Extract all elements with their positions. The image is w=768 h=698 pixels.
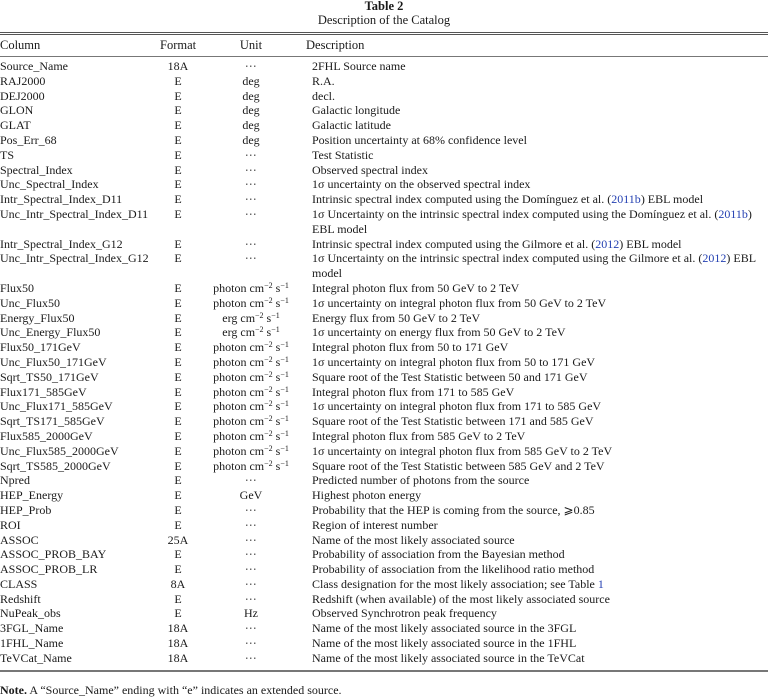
ellipsis-placeholder: ⋯ <box>244 532 258 547</box>
cell-column-name: Flux50_171GeV <box>0 340 81 355</box>
cell-unit <box>196 488 306 503</box>
cell-column-name: Unc_Energy_Flux50 <box>0 325 101 340</box>
table-row <box>0 281 768 296</box>
table-header-row <box>0 35 768 57</box>
ellipsis-placeholder: ⋯ <box>244 147 258 162</box>
cell-unit <box>196 385 306 400</box>
cell-description: 1σ uncertainty on integral photon flux from 50 GeV to 2 TeV <box>312 295 607 310</box>
ellipsis-placeholder: ⋯ <box>244 502 258 517</box>
cell-description: Name of the most likely associated source in the TeVCat <box>312 650 585 665</box>
cell-column-name: Source_Name <box>0 59 68 73</box>
cell-format: E <box>174 295 182 310</box>
unit-text: deg <box>242 132 260 147</box>
cell-format: E <box>174 251 182 266</box>
unit-exponent: −2 <box>264 428 273 438</box>
unit-text: deg <box>242 118 260 133</box>
unit-base: photon cm <box>213 458 265 473</box>
table-row <box>0 74 768 89</box>
unit-mid: s <box>272 369 281 384</box>
table-row <box>0 385 768 400</box>
cell-description: 1σ uncertainty on integral photon flux from 171 to 585 GeV <box>312 399 602 414</box>
unit-mid: s <box>263 325 272 340</box>
cell-description: Integral photon flux from 171 to 585 GeV <box>312 384 515 399</box>
cell-description <box>306 237 768 252</box>
cell-format: E <box>174 384 182 399</box>
cell-format: 18A <box>167 636 189 651</box>
cell-unit <box>196 148 306 163</box>
unit-exponent: −1 <box>280 354 289 364</box>
cell-unit <box>196 281 306 296</box>
cell-column-name: 1FHL_Name <box>0 636 64 651</box>
description-text: ) EBL model <box>312 251 756 281</box>
unit-base: erg cm <box>222 310 256 325</box>
cell-unit <box>196 207 306 237</box>
unit-base: photon cm <box>213 369 265 384</box>
unit-exponent: −2 <box>264 414 273 424</box>
cell-format: E <box>174 606 182 621</box>
cell-format: E <box>174 369 182 384</box>
table-row <box>0 488 768 503</box>
cell-description: Square root of the Test Statistic between 171 and 585 GeV <box>312 414 594 429</box>
cell-format: E <box>174 132 182 147</box>
unit-text: GeV <box>239 488 263 503</box>
cell-column-name: TS <box>0 147 15 162</box>
cell-description: 1σ uncertainty on energy flux from 50 GeV to 2 TeV <box>312 325 566 340</box>
cell-format: E <box>174 517 182 532</box>
table-note <box>0 683 768 698</box>
table-row <box>0 325 768 340</box>
unit-exponent: −1 <box>280 280 289 290</box>
unit-exponent: −2 <box>264 280 273 290</box>
cell-description: Observed Synchrotron peak frequency <box>312 606 497 621</box>
cell-column-name: TeVCat_Name <box>0 650 72 665</box>
cell-format: E <box>174 73 182 88</box>
unit-base: photon cm <box>213 295 265 310</box>
cell-format: 8A <box>170 576 186 591</box>
ellipsis-placeholder: ⋯ <box>244 59 258 73</box>
cell-column-name: Spectral_Index <box>0 162 73 177</box>
cell-description <box>306 207 768 237</box>
unit-mid: s <box>272 384 281 399</box>
cell-unit <box>196 444 306 459</box>
cell-column-name: ROI <box>0 517 21 532</box>
catalog-table <box>0 35 768 666</box>
unit-exponent: −1 <box>271 310 280 320</box>
unit-exponent: −2 <box>255 325 264 335</box>
ellipsis-placeholder: ⋯ <box>244 206 258 221</box>
cell-description: Galactic latitude <box>312 118 391 133</box>
unit-exponent: −2 <box>264 399 273 409</box>
unit-base: erg cm <box>222 325 256 340</box>
unit-exponent: −2 <box>255 310 264 320</box>
unit-base: photon cm <box>213 354 265 369</box>
table-row <box>0 118 768 133</box>
ellipsis-placeholder: ⋯ <box>244 251 258 266</box>
cell-description: Name of the most likely associated source in the 1FHL <box>312 636 577 651</box>
cell-description <box>306 577 768 592</box>
citation-link[interactable]: 2011b <box>611 192 641 207</box>
table-row <box>0 251 768 281</box>
unit-exponent: −2 <box>264 340 273 350</box>
note-text: A “Source_Name” ending with “e” indicates an extended source. <box>27 682 342 697</box>
cell-unit <box>196 562 306 577</box>
cell-description: Integral photon flux from 585 GeV to 2 TeV <box>312 428 526 443</box>
cell-unit <box>196 133 306 148</box>
table-row <box>0 577 768 592</box>
unit-mid: s <box>272 443 281 458</box>
cell-format: E <box>174 118 182 133</box>
cell-column-name: Intr_Spectral_Index_G12 <box>0 236 123 251</box>
cell-description: Highest photon energy <box>312 488 422 503</box>
unit-base: photon cm <box>213 280 265 295</box>
cell-description: Galactic longitude <box>312 103 401 118</box>
cell-description: Energy flux from 50 GeV to 2 TeV <box>312 310 481 325</box>
cell-format: 18A <box>167 59 189 73</box>
unit-exponent: −2 <box>264 384 273 394</box>
unit-text: deg <box>242 73 260 88</box>
cell-description: Name of the most likely associated source in the 3FGL <box>312 621 577 636</box>
header-format: Format <box>160 38 196 52</box>
cell-description: 1σ uncertainty on the observed spectral index <box>312 177 531 192</box>
cell-column-name: GLON <box>0 103 34 118</box>
table-row <box>0 518 768 533</box>
citation-link[interactable]: 1 <box>597 576 604 591</box>
cell-description: Predicted number of photons from the source <box>312 473 530 488</box>
header-column: Column <box>0 38 41 52</box>
table-row <box>0 399 768 414</box>
cell-unit <box>196 547 306 562</box>
cell-description: Square root of the Test Statistic between 585 GeV and 2 TeV <box>312 458 605 473</box>
cell-format: 18A <box>167 650 189 665</box>
cell-column-name: RAJ2000 <box>0 73 46 88</box>
unit-exponent: −1 <box>271 325 280 335</box>
unit-exponent: −2 <box>264 295 273 305</box>
cell-description: Test Statistic <box>312 147 374 162</box>
cell-description: decl. <box>312 88 335 103</box>
table-row <box>0 444 768 459</box>
description-text: Intrinsic spectral index computed using the Gilmore et al. ( <box>312 236 596 251</box>
cell-column-name: GLAT <box>0 118 31 133</box>
ellipsis-placeholder: ⋯ <box>244 591 258 606</box>
cell-format: E <box>174 280 182 295</box>
cell-format: 25A <box>167 532 189 547</box>
bottom-rule <box>0 670 768 672</box>
cell-description: R.A. <box>312 73 335 88</box>
ellipsis-placeholder: ⋯ <box>244 562 258 577</box>
unit-exponent: −2 <box>264 354 273 364</box>
ellipsis-placeholder: ⋯ <box>244 473 258 488</box>
cell-unit <box>196 311 306 326</box>
cell-format: E <box>174 192 182 207</box>
cell-column-name: ASSOC_PROB_BAY <box>0 547 107 562</box>
table-row <box>0 340 768 355</box>
ellipsis-placeholder: ⋯ <box>244 547 258 562</box>
cell-format: E <box>174 428 182 443</box>
cell-description: Probability of association from the Bayesian method <box>312 547 565 562</box>
cell-column-name: Unc_Flux585_2000GeV <box>0 443 119 458</box>
table-row <box>0 133 768 148</box>
unit-base: photon cm <box>213 428 265 443</box>
cell-unit <box>196 370 306 385</box>
cell-column-name: Unc_Intr_Spectral_Index_D11 <box>0 206 149 221</box>
unit-exponent: −1 <box>280 340 289 350</box>
table-row <box>0 57 768 74</box>
table-row <box>0 296 768 311</box>
ellipsis-placeholder: ⋯ <box>244 636 258 651</box>
cell-description: Probability of association from the likelihood ratio method <box>312 562 595 577</box>
cell-format: E <box>174 488 182 503</box>
table-row <box>0 148 768 163</box>
unit-base: photon cm <box>213 384 265 399</box>
ellipsis-placeholder: ⋯ <box>244 162 258 177</box>
cell-unit <box>196 429 306 444</box>
table-row <box>0 547 768 562</box>
cell-format: E <box>174 340 182 355</box>
cell-column-name: HEP_Energy <box>0 488 64 503</box>
unit-text: deg <box>242 103 260 118</box>
table-row <box>0 89 768 104</box>
cell-column-name: Unc_Spectral_Index <box>0 177 99 192</box>
cell-column-name: Unc_Flux50_171GeV <box>0 354 107 369</box>
cell-unit <box>196 118 306 133</box>
cell-format: E <box>174 206 182 221</box>
cell-unit <box>196 192 306 207</box>
table-row <box>0 429 768 444</box>
table-row <box>0 459 768 474</box>
description-text: ) EBL model <box>312 206 752 236</box>
cell-description: Redshift (when available) of the most likely associated source <box>312 591 610 606</box>
citation-link[interactable]: 2011b <box>718 206 748 221</box>
table-row <box>0 621 768 636</box>
table-row <box>0 636 768 651</box>
cell-column-name: CLASS <box>0 576 38 591</box>
unit-text: Hz <box>244 606 258 621</box>
cell-column-name: Intr_Spectral_Index_D11 <box>0 192 123 207</box>
cell-format: E <box>174 354 182 369</box>
table-subtitle: Description of the Catalog <box>317 13 451 27</box>
citation-link[interactable]: 2012 <box>702 251 727 266</box>
unit-mid: s <box>272 428 281 443</box>
cell-unit <box>196 518 306 533</box>
unit-mid: s <box>272 280 281 295</box>
unit-exponent: −1 <box>280 384 289 394</box>
cell-unit <box>196 651 306 666</box>
table-row <box>0 207 768 237</box>
cell-unit <box>196 473 306 488</box>
cell-column-name: 3FGL_Name <box>0 621 64 636</box>
cell-column-name: ASSOC <box>0 532 39 547</box>
description-text: Intrinsic spectral index computed using the Domínguez et al. ( <box>312 192 612 207</box>
cell-format: E <box>174 236 182 251</box>
table-row <box>0 192 768 207</box>
table-row <box>0 533 768 548</box>
header-unit: Unit <box>239 38 263 52</box>
cell-unit <box>196 577 306 592</box>
unit-exponent: −2 <box>264 458 273 468</box>
table-row <box>0 562 768 577</box>
description-text: 1σ Uncertainty on the intrinsic spectral index computed using the Domínguez et al. ( <box>312 206 719 221</box>
ellipsis-placeholder: ⋯ <box>244 177 258 192</box>
cell-description: Integral photon flux from 50 to 171 GeV <box>312 340 509 355</box>
ellipsis-placeholder: ⋯ <box>244 236 258 251</box>
ellipsis-placeholder: ⋯ <box>244 650 258 665</box>
cell-column-name: Unc_Flux50 <box>0 295 60 310</box>
cell-unit <box>196 459 306 474</box>
cell-unit <box>196 340 306 355</box>
table-row <box>0 606 768 621</box>
table-row <box>0 414 768 429</box>
cell-description: 1σ uncertainty on integral photon flux from 585 GeV to 2 TeV <box>312 443 613 458</box>
cell-unit <box>196 355 306 370</box>
unit-mid: s <box>272 399 281 414</box>
unit-exponent: −1 <box>280 458 289 468</box>
cell-format: E <box>174 88 182 103</box>
cell-format: E <box>174 325 182 340</box>
cell-column-name: Sqrt_TS585_2000GeV <box>0 458 111 473</box>
cell-format: E <box>174 414 182 429</box>
description-text: Class designation for the most likely association; see Table <box>312 576 598 591</box>
header-description: Description <box>306 38 365 52</box>
table-row <box>0 311 768 326</box>
unit-exponent: −1 <box>280 295 289 305</box>
unit-base: photon cm <box>213 443 265 458</box>
cell-description: 2FHL Source name <box>312 59 406 73</box>
cell-description: Integral photon flux from 50 GeV to 2 TeV <box>312 280 520 295</box>
table-row <box>0 355 768 370</box>
table-row <box>0 237 768 252</box>
unit-base: photon cm <box>213 340 265 355</box>
unit-text: deg <box>242 88 260 103</box>
unit-mid: s <box>272 354 281 369</box>
cell-unit <box>196 163 306 178</box>
unit-exponent: −2 <box>264 369 273 379</box>
cell-column-name: Flux50 <box>0 280 35 295</box>
cell-description: Region of interest number <box>312 517 438 532</box>
description-text: ) EBL model <box>640 192 704 207</box>
unit-exponent: −1 <box>280 399 289 409</box>
unit-exponent: −1 <box>280 443 289 453</box>
cell-column-name: Pos_Err_68 <box>0 132 57 147</box>
cell-column-name: NuPeak_obs <box>0 606 61 621</box>
unit-base: photon cm <box>213 399 265 414</box>
cell-format: E <box>174 147 182 162</box>
cell-column-name: Sqrt_TS50_171GeV <box>0 369 99 384</box>
cell-unit <box>196 89 306 104</box>
ellipsis-placeholder: ⋯ <box>244 517 258 532</box>
cell-column-name: Flux585_2000GeV <box>0 428 93 443</box>
unit-mid: s <box>272 414 281 429</box>
cell-unit <box>196 399 306 414</box>
table-row <box>0 177 768 192</box>
cell-format: E <box>174 177 182 192</box>
cell-column-name: Flux171_585GeV <box>0 384 87 399</box>
ellipsis-placeholder: ⋯ <box>244 192 258 207</box>
cell-format: E <box>174 473 182 488</box>
cell-unit <box>196 636 306 651</box>
cell-unit <box>196 296 306 311</box>
cell-unit <box>196 177 306 192</box>
table-row <box>0 103 768 118</box>
cell-format: E <box>174 310 182 325</box>
cell-unit <box>196 606 306 621</box>
cell-format: E <box>174 458 182 473</box>
cell-unit <box>196 621 306 636</box>
cell-description: 1σ uncertainty on integral photon flux from 50 to 171 GeV <box>312 354 596 369</box>
cell-description <box>306 192 768 207</box>
table-title: Table 2 <box>364 0 404 13</box>
cell-format: 18A <box>167 621 189 636</box>
cell-unit <box>196 237 306 252</box>
cell-description: Square root of the Test Statistic between 50 and 171 GeV <box>312 369 588 384</box>
description-text: ) EBL model <box>619 236 682 251</box>
cell-format: E <box>174 443 182 458</box>
cell-column-name: Sqrt_TS171_585GeV <box>0 414 105 429</box>
cell-column-name: Npred <box>0 473 30 488</box>
unit-mid: s <box>263 310 272 325</box>
cell-description: Position uncertainty at 68% confidence level <box>312 132 527 147</box>
cell-column-name: Unc_Flux171_585GeV <box>0 399 113 414</box>
cell-unit <box>196 592 306 607</box>
table-row <box>0 651 768 666</box>
table-row <box>0 473 768 488</box>
table-row <box>0 592 768 607</box>
cell-column-name: ASSOC_PROB_LR <box>0 562 98 577</box>
cell-format: E <box>174 399 182 414</box>
cell-description: Observed spectral index <box>312 162 428 177</box>
unit-exponent: −1 <box>280 428 289 438</box>
cell-format: E <box>174 547 182 562</box>
unit-mid: s <box>272 458 281 473</box>
cell-column-name: Redshift <box>0 591 41 606</box>
cell-unit <box>196 57 306 74</box>
table-row <box>0 503 768 518</box>
table-row <box>0 370 768 385</box>
cell-description <box>306 251 768 281</box>
cell-unit <box>196 325 306 340</box>
unit-base: photon cm <box>213 414 265 429</box>
unit-mid: s <box>272 340 281 355</box>
note-label: Note. <box>0 682 27 697</box>
cell-column-name: Unc_Intr_Spectral_Index_G12 <box>0 251 149 266</box>
cell-unit <box>196 414 306 429</box>
cell-unit <box>196 533 306 548</box>
unit-exponent: −1 <box>280 414 289 424</box>
ellipsis-placeholder: ⋯ <box>244 621 258 636</box>
cell-format: E <box>174 591 182 606</box>
unit-exponent: −2 <box>264 443 273 453</box>
description-text: 1σ Uncertainty on the intrinsic spectral index computed using the Gilmore et al. ( <box>312 251 703 266</box>
cell-format: E <box>174 162 182 177</box>
unit-mid: s <box>272 295 281 310</box>
cell-unit <box>196 503 306 518</box>
cell-column-name: DEJ2000 <box>0 88 45 103</box>
cell-format: E <box>174 562 182 577</box>
cell-column-name: Energy_Flux50 <box>0 310 75 325</box>
cell-unit <box>196 251 306 281</box>
cell-column-name: HEP_Prob <box>0 502 52 517</box>
cell-format: E <box>174 502 182 517</box>
ellipsis-placeholder: ⋯ <box>244 576 258 591</box>
cell-description: Probability that the HEP is coming from the source, ⩾0.85 <box>312 502 595 517</box>
citation-link[interactable]: 2012 <box>595 236 620 251</box>
cell-unit <box>196 103 306 118</box>
unit-exponent: −1 <box>280 369 289 379</box>
table-row <box>0 163 768 178</box>
cell-unit <box>196 74 306 89</box>
cell-description: Name of the most likely associated source <box>312 532 515 547</box>
cell-format: E <box>174 103 182 118</box>
